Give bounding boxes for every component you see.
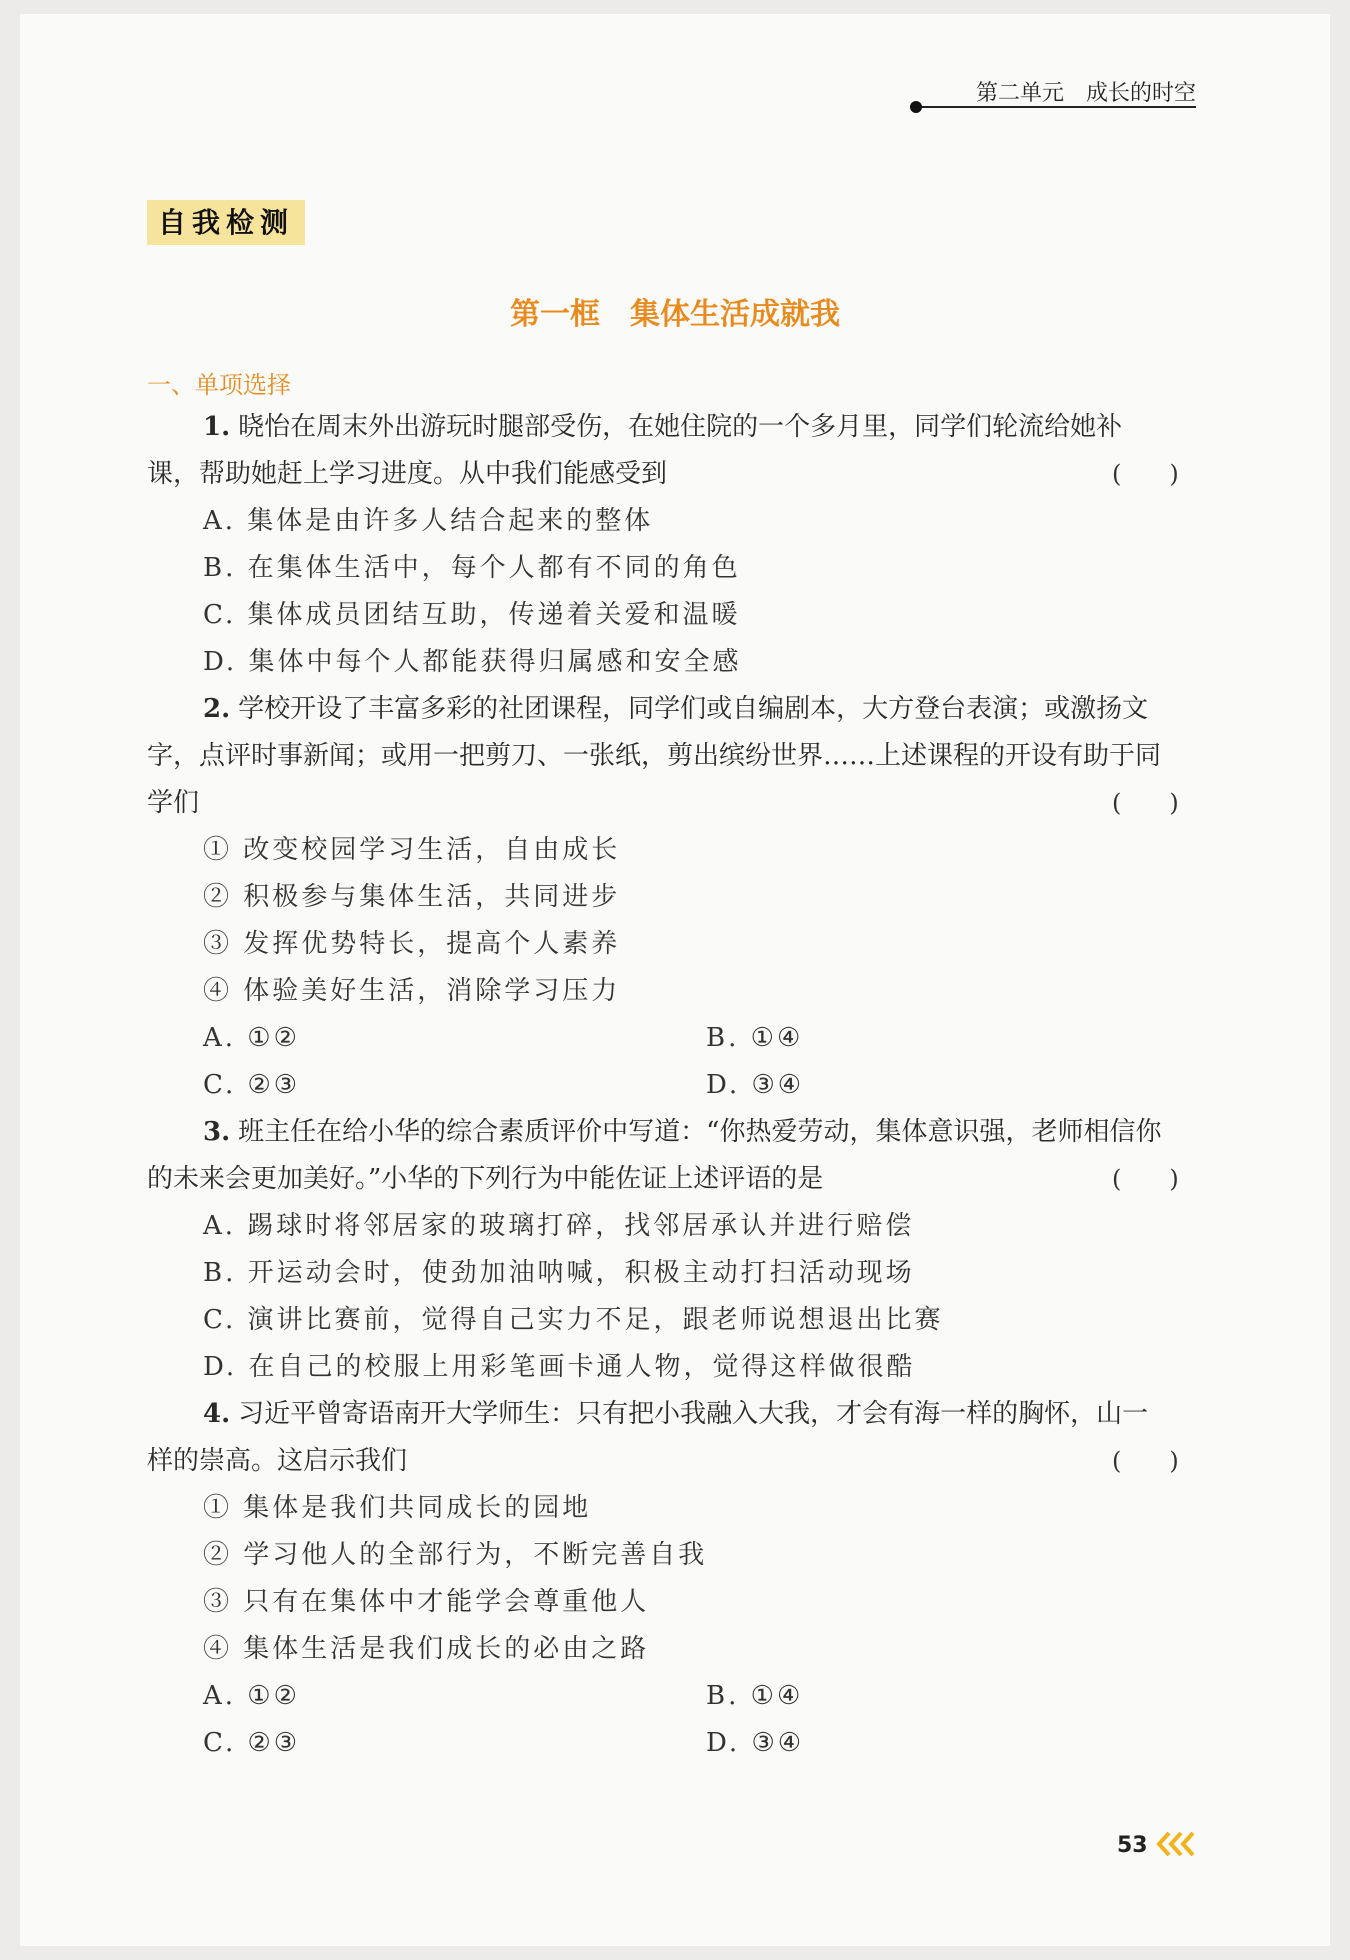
question-1-line-2: 课，帮助她赶上学习进度。从中我们能感受到 [147, 459, 668, 489]
question-1-line-1: 1. 晓怡在周末外出游玩时腿部受伤，在她住院的一个多月里，同学们轮流给她补 [203, 412, 1123, 442]
option: A. 踢球时将邻居家的玻璃打碎，找邻居承认并进行赔偿 [203, 1211, 915, 1241]
statement-item: ① 改变校园学习生活，自由成长 [203, 835, 621, 865]
unit-title: 第二单元 成长的时空 [975, 81, 1196, 106]
unit-header [918, 78, 1196, 108]
option: D. 在自己的校服上用彩笔画卡通人物，觉得这样做很酷 [203, 1352, 916, 1382]
answer-blank[interactable]: ( ) [1112, 460, 1179, 488]
choice: C. ②③ [203, 1070, 301, 1100]
question-2-line-1: 2. 学校开设了丰富多彩的社团课程，同学们或自编剧本，大方登台表演；或激扬文 [203, 694, 1149, 724]
section-heading: 一、单项选择 [147, 371, 291, 399]
answer-blank[interactable]: ( ) [1112, 1165, 1179, 1193]
question-4-line-2: 样的崇高。这启示我们 [147, 1446, 408, 1476]
bullet-dot-icon [910, 101, 922, 113]
choice: B. ①④ [706, 1023, 804, 1053]
option: B. 在集体生活中，每个人都有不同的角色 [203, 553, 741, 583]
question-number: 4. [203, 1399, 231, 1429]
answer-blank[interactable]: ( ) [1112, 789, 1179, 817]
statement-item: ③ 只有在集体中才能学会尊重他人 [203, 1587, 650, 1617]
option: D. 集体中每个人都能获得归属感和安全感 [203, 647, 742, 677]
question-number: 1. [203, 412, 231, 442]
question-number: 3. [203, 1117, 231, 1147]
statement-item: ④ 集体生活是我们成长的必由之路 [203, 1634, 650, 1664]
choice: D. ③④ [706, 1070, 805, 1100]
statement-item: ② 学习他人的全部行为，不断完善自我 [203, 1540, 708, 1570]
answer-blank[interactable]: ( ) [1112, 1447, 1179, 1475]
statement-item: ② 积极参与集体生活，共同进步 [203, 882, 621, 912]
choice: A. ①② [203, 1023, 300, 1053]
option: A. 集体是由许多人结合起来的整体 [203, 506, 654, 536]
choice: A. ①② [203, 1681, 300, 1711]
question-3-line-2: 的未来会更加美好。”小华的下列行为中能佐证上述评语的是 [147, 1164, 824, 1194]
question-number: 2. [203, 694, 231, 724]
statement-item: ③ 发挥优势特长，提高个人素养 [203, 929, 621, 959]
page-number: 53 [1117, 1833, 1148, 1858]
self-test-badge: 自我检测 [147, 200, 305, 245]
statement-item: ① 集体是我们共同成长的园地 [203, 1493, 592, 1523]
option: C. 演讲比赛前，觉得自己实力不足，跟老师说想退出比赛 [203, 1305, 944, 1335]
option: C. 集体成员团结互助，传递着关爱和温暖 [203, 600, 741, 630]
choice: B. ①④ [706, 1681, 804, 1711]
question-3-line-1: 3. 班主任在给小华的综合素质评价中写道：“你热爱劳动，集体意识强，老师相信你 [203, 1117, 1162, 1147]
choice: D. ③④ [706, 1728, 805, 1758]
statement-item: ④ 体验美好生活，消除学习压力 [203, 976, 621, 1006]
question-2-line-2: 字，点评时事新闻；或用一把剪刀、一张纸，剪出缤纷世界……上述课程的开设有助于同 [147, 741, 1162, 771]
option: B. 开运动会时，使劲加油呐喊，积极主动打扫活动现场 [203, 1258, 915, 1288]
choice: C. ②③ [203, 1728, 301, 1758]
question-2-line-3: 学们 [147, 788, 200, 818]
frame-title: 第一框 集体生活成就我 [510, 297, 840, 332]
question-4-line-1: 4. 习近平曾寄语南开大学师生：只有把小我融入大我，才会有海一样的胸怀，山一 [203, 1399, 1149, 1429]
chevron-left-icon [1155, 1829, 1199, 1859]
